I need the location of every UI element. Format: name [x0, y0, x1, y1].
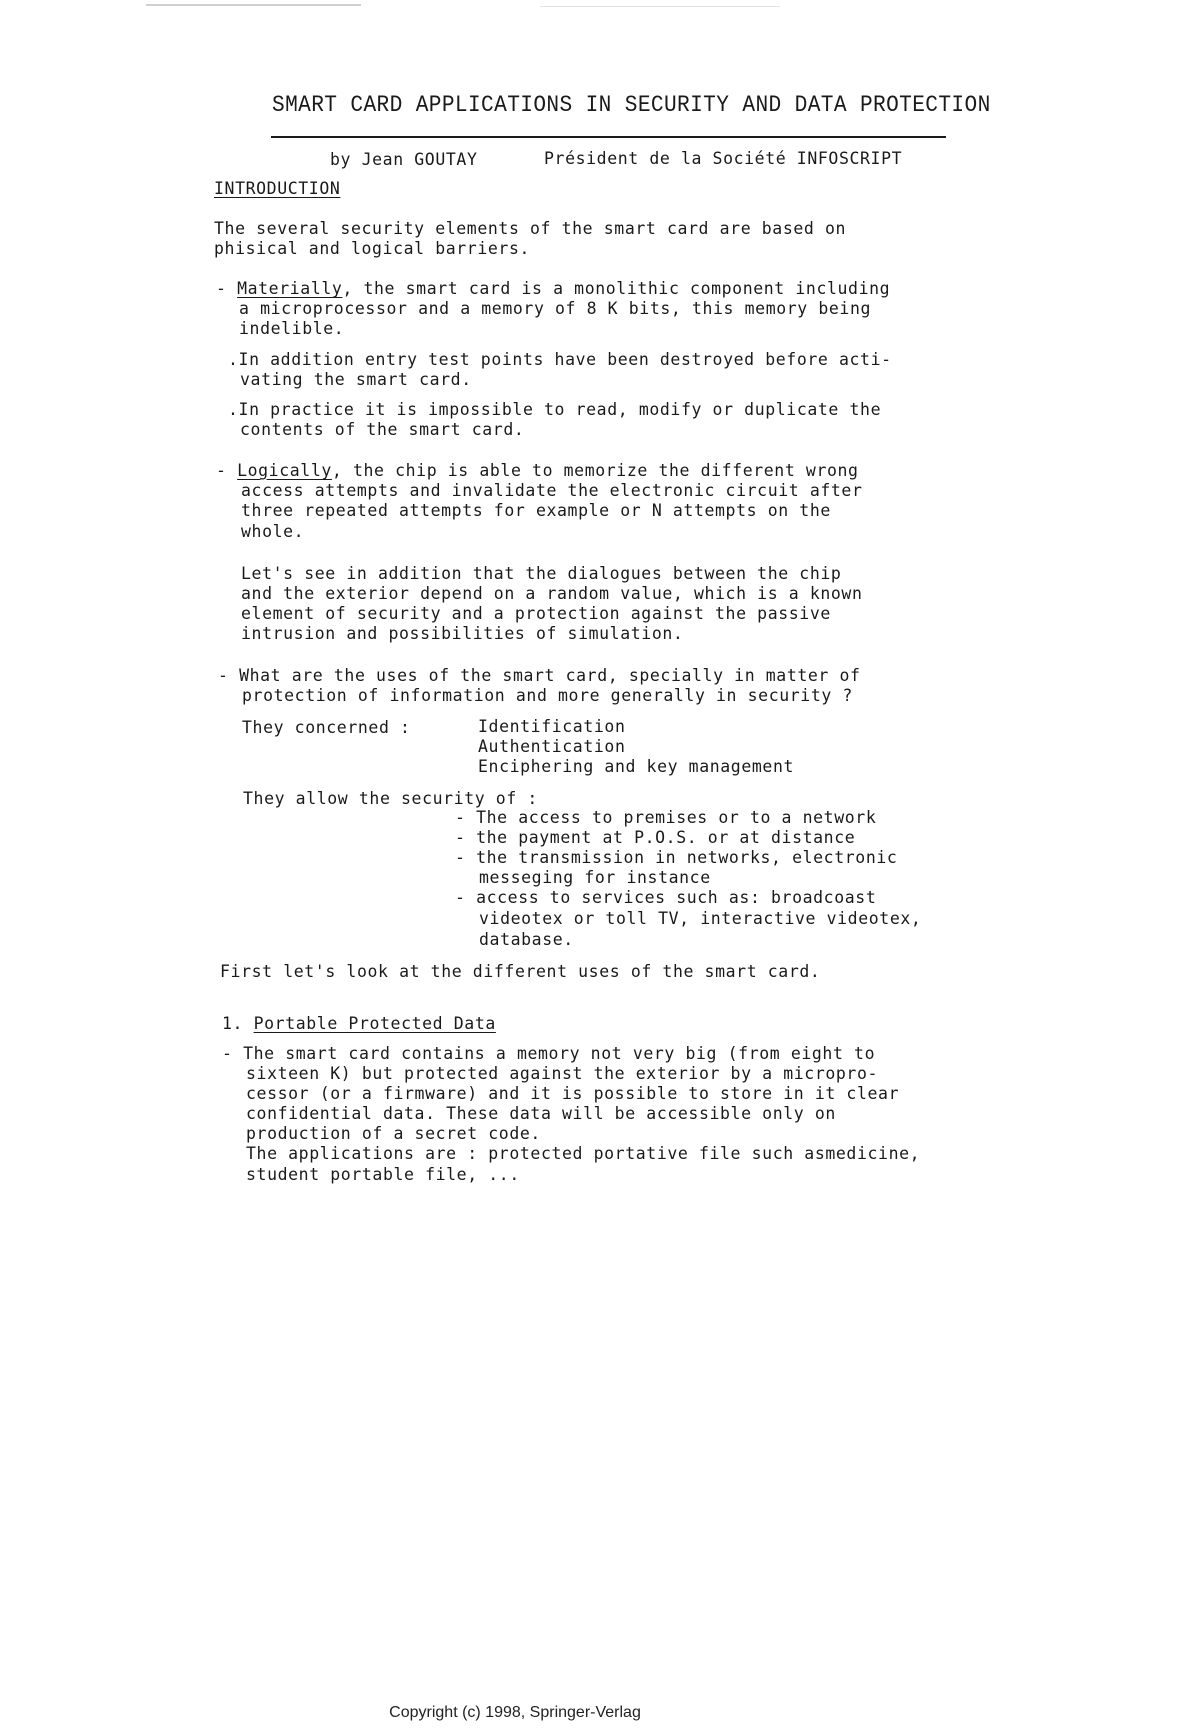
logically-paragraph-line: element of security and a protection against the passive: [241, 604, 831, 623]
section1-line: production of a secret code.: [246, 1124, 541, 1143]
section1-line: cessor (or a firmware) and it is possible to store in it clear: [246, 1084, 900, 1103]
allow-label: They allow the security of :: [243, 789, 538, 808]
allow-item: - the payment at P.O.S. or at distance: [455, 828, 856, 847]
section1-heading: Portable Protected Data: [253, 1014, 496, 1033]
intro-line: phisical and logical barriers.: [214, 239, 531, 258]
section1-line: sixteen K) but protected against the exterior by a micropro-: [246, 1064, 879, 1083]
scan-artifact: [146, 4, 361, 6]
concerned-item: Identification: [478, 717, 626, 736]
copyright-footer: Copyright (c) 1998, Springer-Verlag: [389, 1704, 641, 1721]
logically-first-line: [216, 461, 859, 481]
materially-point: vating the smart card.: [240, 370, 472, 389]
allow-item: database.: [479, 930, 574, 949]
allow-item: - The access to premises or to a network: [455, 808, 877, 827]
section1-heading-line: [222, 1014, 496, 1034]
logically-line: three repeated attempts for example or N attempts on the: [241, 501, 831, 520]
concerned-item: Authentication: [478, 737, 626, 756]
materially-point: .In addition entry test points have been destroyed before acti-: [228, 350, 892, 369]
allow-item: - access to services such as: broadcoast: [455, 888, 877, 907]
allow-item: messeging for instance: [479, 868, 711, 887]
logically-line: whole.: [241, 522, 305, 541]
materially-line: a microprocessor and a memory of 8 K bits, this memory being: [239, 299, 872, 318]
section1-number: 1.: [222, 1014, 254, 1033]
logically-line: access attempts and invalidate the electronic circuit after: [241, 481, 863, 500]
section1-line: student portable file, ...: [246, 1165, 520, 1184]
concerned-item: Enciphering and key management: [478, 757, 795, 776]
uses-question-line: protection of information and more generally in security ?: [242, 686, 853, 705]
logically-paragraph-line: Let's see in addition that the dialogues between the chip: [241, 564, 842, 583]
section1-line: - The smart card contains a memory not very big (from eight to: [222, 1044, 876, 1063]
materially-line1-rest: , the smart card is a monolithic component including: [342, 279, 891, 298]
introduction-heading: INTRODUCTION: [214, 179, 341, 198]
logically-paragraph-line: and the exterior depend on a random value, which is a known: [241, 584, 863, 603]
materially-first-line: [216, 279, 890, 299]
logically-line1-rest: , the chip is able to memorize the different wrong: [331, 461, 859, 480]
section1-line: The applications are : protected portative file such asmedicine,: [246, 1144, 921, 1163]
scan-artifact: [540, 6, 780, 7]
logically-keyword: Logically: [237, 461, 332, 480]
document-title: SMART CARD APPLICATIONS IN SECURITY AND DATA PROTECTION: [272, 92, 991, 118]
section1-line: confidential data. These data will be accessible only on: [246, 1104, 836, 1123]
uses-question-line: - What are the uses of the smart card, specially in matter of: [218, 666, 861, 685]
concerned-label: They concerned :: [242, 718, 411, 737]
logically-dash: -: [216, 461, 238, 480]
byline-author: by Jean GOUTAY: [330, 150, 478, 169]
allow-item: videotex or toll TV, interactive videotex,: [479, 909, 922, 928]
byline-affiliation: Président de la Société INFOSCRIPT: [544, 149, 903, 168]
first-look-line: First let's look at the different uses of the smart card.: [220, 962, 821, 981]
intro-line: The several security elements of the smart card are based on: [214, 219, 847, 238]
materially-point: contents of the smart card.: [240, 420, 525, 439]
materially-dash: -: [216, 279, 238, 298]
allow-item: - the transmission in networks, electronic: [455, 848, 898, 867]
materially-keyword: Materially: [237, 279, 343, 298]
materially-line: indelible.: [239, 319, 345, 338]
materially-point: .In practice it is impossible to read, modify or duplicate the: [228, 400, 882, 419]
logically-paragraph-line: intrusion and possibilities of simulation.: [241, 624, 684, 643]
title-rule: [271, 136, 946, 138]
